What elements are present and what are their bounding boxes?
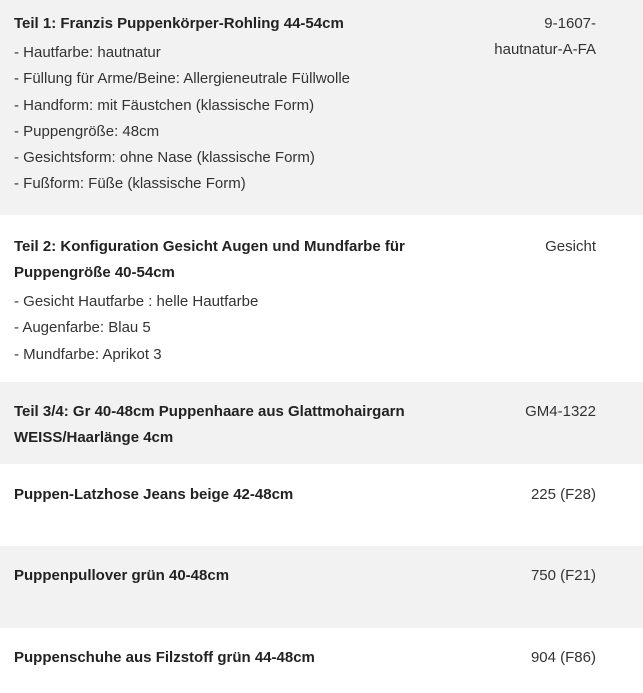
item-detail: - Gesicht Hautfarbe : helle Hautfarbe: [14, 293, 259, 310]
order-item-row: [0, 628, 643, 693]
item-title: Teil 3/4: Gr 40-48cm Puppenhaare aus Glattmohairgarn WEISS/Haarlänge 4cm: [14, 403, 405, 446]
item-info: [14, 563, 406, 589]
item-detail: - Handform: mit Fäustchen (klassische Form): [14, 96, 315, 114]
item-title: Teil 2: Konfiguration Gesicht Augen und Mundfarbe für Puppengröße 40-54cm: [14, 238, 405, 281]
order-item-row: [0, 0, 643, 215]
item-details: [14, 40, 406, 198]
item-detail: - Mundfarbe: Aprikot 3: [14, 345, 162, 363]
item-detail: - Hautfarbe: hautnatur: [14, 44, 161, 61]
item-details: [14, 289, 406, 368]
item-sku-line: 9-1607-: [544, 15, 596, 32]
item-sku: [416, 11, 596, 63]
item-info: [14, 399, 406, 451]
item-sku: Gesicht: [545, 238, 596, 255]
item-sku: 904 (F86): [530, 649, 596, 666]
item-title: Puppen-Latzhose Jeans beige 42-48cm: [14, 486, 294, 503]
order-item-row: [0, 382, 643, 464]
item-detail: - Füllung für Arme/Beine: Allergieneutrale Füllwolle: [14, 70, 350, 88]
item-detail: - Gesichtsform: ohne Nase (klassische Form): [14, 149, 315, 167]
item-sku: 225 (F28): [530, 486, 596, 503]
item-detail: - Augenfarbe: Blau 5: [14, 319, 151, 337]
item-info: [14, 645, 406, 671]
item-title: Puppenpullover grün 40-48cm: [14, 567, 230, 584]
item-detail: - Puppengröße: 48cm: [14, 122, 160, 140]
order-item-row: [0, 464, 643, 546]
item-title: Teil 1: Franzis Puppenkörper-Rohling 44-54cm: [14, 15, 344, 32]
order-item-row: [0, 215, 643, 382]
item-sku: 750 (F21): [530, 567, 596, 584]
order-item-row: [0, 546, 643, 628]
item-info: [14, 234, 406, 368]
item-title: Puppenschuhe aus Filzstoff grün 44-48cm: [14, 649, 315, 666]
item-sku: GM4-1322: [525, 403, 596, 420]
item-info: [14, 482, 406, 508]
item-sku-line: hautnatur-A-FA: [494, 41, 596, 58]
item-detail: - Fußform: Füße (klassische Form): [14, 175, 246, 193]
item-info: [14, 11, 406, 198]
